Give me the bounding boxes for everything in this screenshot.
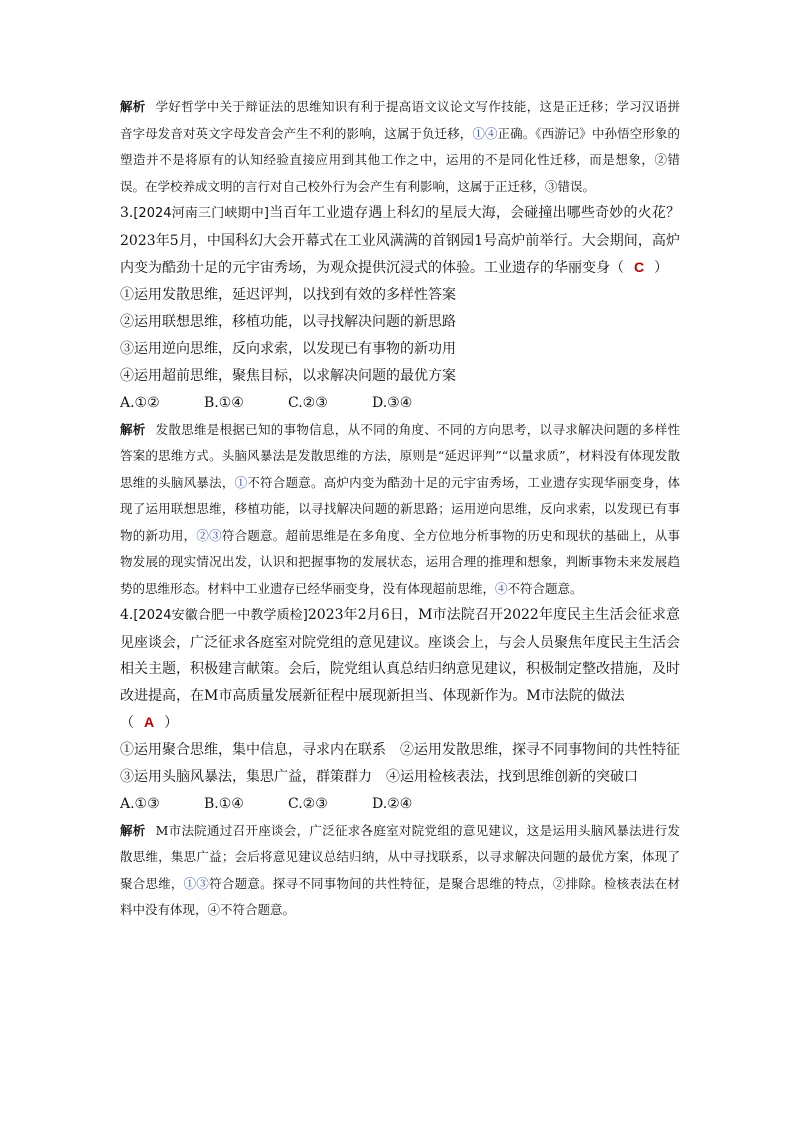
choice-b: B.①④	[204, 795, 244, 812]
explanation-text: 不符合题意。	[507, 580, 583, 596]
answer-letter: A	[144, 714, 155, 730]
explanation-text: 符合题意。超前思维是在多角度、全方位地分析事物的历史和现状的基础上，从事物发展的现实情况出发，认识和把握事物的发展状态，运用合理的推理和想象，判断事物未来发展趋势的思维形态。材料中工业遗存已经华丽变身，没有体现超前思维，	[120, 527, 680, 596]
question-3-choices	[120, 390, 680, 417]
question-text: 2023年2月6日，M市法院召开2022年度民主生活会征求意见座谈会，广泛征求各庭室对院党组的意见建议。座谈会上，与会人员聚焦年度民主生活会相关主题，积极建言献策。会后，院党组认真总结归纳意见建议，积极制定整改措施，及时改进提高，在M市高质量发展新征程中展现新担当、体现新作为。M市法院的做法	[120, 607, 681, 704]
option-marker: ①③	[183, 875, 210, 891]
explanation-4	[120, 818, 680, 924]
choice-d: D.②④	[372, 795, 413, 812]
option-marker: ④	[495, 580, 508, 596]
explanation-tag: 解析	[120, 99, 146, 114]
explanation-tag: 解析	[120, 421, 146, 437]
choice-c: C.②③	[288, 795, 328, 812]
answer-bracket-open: （	[120, 715, 134, 731]
answer-letter: C	[634, 259, 645, 275]
choice-d: D.③④	[372, 394, 413, 411]
choice-b: B.①④	[204, 394, 244, 411]
question-number: 3.	[120, 205, 134, 221]
explanation-text: 发散思维是根据已知的事物信息，从不同的角度、不同的方向思考，以寻求解决问题的多样性答案的思维方式。头脑风暴法是发散思维的方法，原则是“延迟评判”“以量求质”，材料没有体现发散思维的头脑风暴法，	[120, 421, 680, 490]
question-4-stem	[120, 602, 680, 737]
question-source: [2024安徽合肥一中教学质检]	[133, 608, 308, 623]
choice-a: A.①③	[120, 795, 160, 812]
question-3-option: ①运用发散思维，延迟评判，以找到有效的多样性答案	[120, 286, 456, 303]
explanation-tag: 解析	[120, 822, 146, 838]
question-number: 4.	[120, 607, 134, 623]
question-source: [2024河南三门峡期中]	[133, 206, 269, 221]
option-marker: ①	[234, 474, 248, 490]
answer-bracket-close: ）	[164, 715, 179, 731]
question-4-option: ①运用聚合思维，集中信息，寻求内在联系 ②运用发散思维，探寻不同事物间的共性特征	[120, 741, 680, 758]
question-4-choices	[120, 791, 680, 818]
question-3-stem	[120, 200, 680, 282]
option-marker: ②③	[196, 527, 222, 543]
question-3-option: ③运用逆向思维，反向求索，以发现已有事物的新功用	[120, 340, 456, 357]
explanation-text: 符合题意。探寻不同事物间的共性特征，是聚合思维的特点，②排除。检核表法在材料中没有体现，④不符合题意。	[120, 875, 680, 917]
choice-a: A.①②	[120, 394, 160, 411]
explanation-text: 不符合题意。高炉内变为酷劲十足的元宇宙秀场，工业遗存实现华丽变身，体现了运用联想思维，移植功能，以寻找解决问题的新思路；运用逆向思维，反向求索，以发现已有事物的新功用，	[120, 474, 680, 543]
explanation-1	[120, 94, 680, 200]
question-3-option: ④运用超前思维，聚焦目标，以求解决问题的最优方案	[120, 367, 456, 384]
page-content	[120, 94, 680, 924]
question-3-option: ②运用联想思维，移植功能，以寻找解决问题的新思路	[120, 313, 456, 330]
explanation-text: M市法院通过召开座谈会，广泛征求各庭室对院党组的意见建议，这是运用头脑风暴法进行发散思维，集思广益；会后将意见建议总结归纳，从中寻找联系，以寻求解决问题的最优方案，体现了聚合思维，	[120, 822, 680, 891]
explanation-text: 正确。《西游记》中孙悟空形象的塑造并不是将原有的认知经验直接应用到其他工作之中，运用的不是同化性迁移，而是想象，②错误。在学校养成文明的言行对自己校外行为会产生有利影响，这属于正迁移，③错误。	[120, 125, 680, 194]
option-marker: ①④	[472, 125, 498, 141]
answer-bracket-close: ）	[654, 260, 669, 276]
explanation-text: 学好哲学中关于辩证法的思维知识有利于提高语文议论文写作技能，这是正迁移；学习汉语拼音字母发音对英文字母发音会产生不利的影响，这属于负迁移，	[120, 99, 680, 141]
question-4-option: ③运用头脑风暴法，集思广益，群策群力 ④运用检核表法，找到思维创新的突破口	[120, 768, 638, 785]
choice-c: C.②③	[288, 394, 328, 411]
explanation-3	[120, 417, 680, 603]
question-text: 当百年工业遗存遇上科幻的星辰大海，会碰撞出哪些奇妙的火花？2023年5月，中国科幻大会开幕式在工业风满满的首钢园1号高炉前举行。大会期间，高炉内变为酷劲十足的元宇宙秀场，为观众提供沉浸式的体验。工业遗存的华丽变身（	[120, 205, 681, 276]
